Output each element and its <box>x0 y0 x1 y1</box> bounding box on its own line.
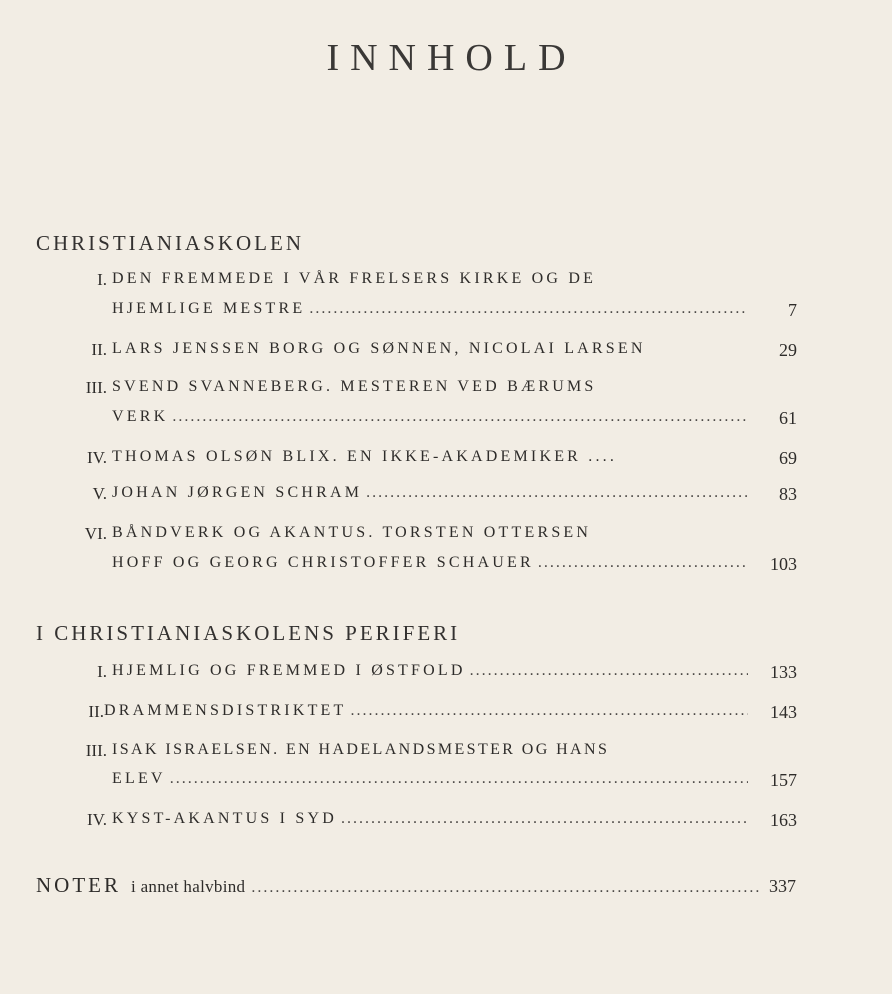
chapter-number: III. <box>85 741 107 760</box>
page-number: 143 <box>770 702 797 722</box>
toc-entry[interactable] <box>0 524 892 554</box>
toc-entry[interactable] <box>0 340 892 370</box>
chapter-title-line: THOMAS OLSØN BLIX. EN IKKE-AKADEMIKER .... <box>112 448 618 465</box>
page-number: 163 <box>770 810 797 830</box>
chapter-number: I. <box>97 270 107 289</box>
toc-entry[interactable] <box>0 448 892 478</box>
toc-entry[interactable] <box>0 741 892 771</box>
toc-entry[interactable] <box>0 810 892 840</box>
page-number: 7 <box>788 300 797 320</box>
chapter-number: V. <box>92 484 107 503</box>
page-number: 69 <box>779 448 797 468</box>
page-number: 103 <box>770 554 797 574</box>
page-title: INNHOLD <box>326 37 577 79</box>
page-number: 337 <box>769 876 796 896</box>
chapter-title-line: SVEND SVANNEBERG. MESTEREN VED BÆRUMS <box>112 378 597 395</box>
chapter-title-line: HJEMLIG OG FREMMED I ØSTFOLD ..... <box>112 662 752 680</box>
chapter-title-line: ISAK ISRAELSEN. EN HADELANDSMESTER OG HANS <box>112 741 610 758</box>
page-number: 29 <box>779 340 797 360</box>
page-number: 157 <box>770 770 797 790</box>
chapter-title-line: LARS JENSSEN BORG OG SØNNEN, NICOLAI LARSEN <box>112 340 646 357</box>
toc-entry-continued[interactable] <box>0 554 892 584</box>
chapter-title-line: KYST-AKANTUS I SYD ..... <box>112 810 752 828</box>
toc-entry-noter[interactable] <box>36 873 796 898</box>
chapter-number: III. <box>85 378 107 397</box>
toc-entry-continued[interactable] <box>0 300 892 330</box>
part-heading-christianiaskolen: CHRISTIANIASKOLEN <box>36 231 304 255</box>
chapter-title-line: DRAMMENSDISTRIKTET ..... <box>104 702 752 720</box>
chapter-number: VI. <box>84 524 107 543</box>
toc-entry[interactable] <box>0 378 892 408</box>
part-heading-periferi: I CHRISTIANIASKOLENS PERIFERI <box>36 621 461 645</box>
chapter-title-line: ELEV ..... <box>112 770 752 788</box>
chapter-title-line: DEN FREMMEDE I VÅR FRELSERS KIRKE OG DE <box>112 270 597 287</box>
toc-entry[interactable] <box>0 484 892 514</box>
chapter-number: II. <box>91 340 107 359</box>
chapter-title-line: BÅNDVERK OG AKANTUS. TORSTEN OTTERSEN <box>112 524 592 541</box>
noter-label: NOTER <box>36 873 121 897</box>
toc-entry[interactable] <box>0 702 892 732</box>
toc-entry-continued[interactable] <box>0 408 892 438</box>
page-number: 61 <box>779 408 797 428</box>
chapter-number: IV. <box>87 448 107 467</box>
page-number: 133 <box>770 662 797 682</box>
chapter-title-line: HJEMLIGE MESTRE ..... <box>112 300 752 318</box>
chapter-number: II. <box>88 702 104 721</box>
toc-entry-continued[interactable] <box>0 770 892 800</box>
chapter-number: I. <box>97 662 107 681</box>
page-number: 83 <box>779 484 797 504</box>
chapter-title-line: HOFF OG GEORG CHRISTOFFER SCHAUER ..... <box>112 554 752 572</box>
chapter-title-line: VERK ..... <box>112 408 752 426</box>
chapter-title-line: JOHAN JØRGEN SCHRAM ..... <box>112 484 752 502</box>
toc-entry[interactable] <box>0 662 892 692</box>
toc-entry[interactable] <box>0 270 892 300</box>
noter-text: i annet halvbind <box>131 877 246 896</box>
chapter-number: IV. <box>87 810 107 829</box>
